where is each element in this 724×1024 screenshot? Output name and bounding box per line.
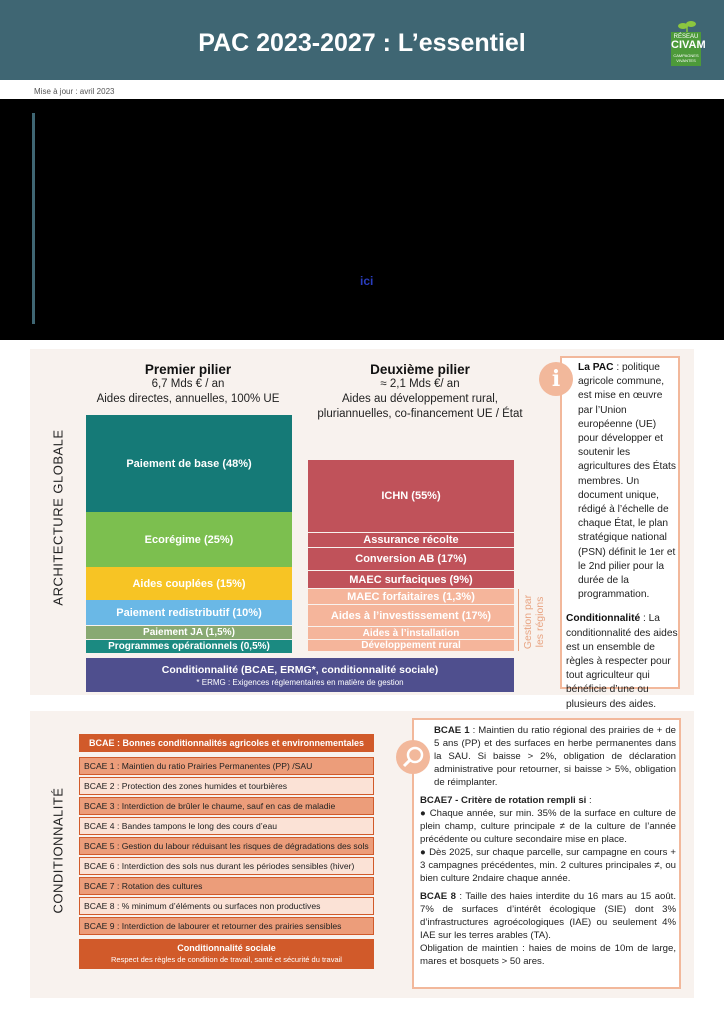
social-title: Conditionnalité sociale xyxy=(177,943,276,953)
logo-line1: RÉSEAU xyxy=(673,34,699,40)
info-cond-text: : La conditionnalité des aides est un ensemble de règles à respecter pour tout agriculteur qui bénéficie d’une ou plusieurs des aides. xyxy=(566,613,678,710)
social-conditionality-box xyxy=(79,939,374,969)
social-subtitle: Respect des règles de condition de travail, santé et sécurité du travail xyxy=(111,955,342,964)
pillar1-amount: 6,7 Mds € / an xyxy=(151,378,225,390)
bcae-row: BCAE 7 : Rotation des cultures xyxy=(79,877,374,895)
pillar2-description-2: pluriannuelles, co-financement UE / État xyxy=(317,408,523,420)
conditionality-bar-title: Conditionnalité (BCAE, ERMG*, conditionnalité sociale) xyxy=(161,664,439,676)
pillar1-bar-ja: Paiement JA (1,5%) xyxy=(86,626,292,639)
pillar2-description-1: Aides au développement rural, xyxy=(342,393,498,405)
logo-line2: CIVAM xyxy=(671,39,706,51)
civam-logo xyxy=(671,20,706,66)
pillar1-title: Premier pilier xyxy=(144,362,232,377)
info-cond-paragraph xyxy=(566,612,678,711)
info-text xyxy=(566,361,678,712)
sprout-icon xyxy=(677,20,697,32)
page-title: PAC 2023-2027 : L’essentiel xyxy=(198,29,526,57)
pillar2-bar-ichn: ICHN (55%) xyxy=(308,460,514,532)
pillar2-title: Deuxième pilier xyxy=(370,362,470,377)
info-icon: i xyxy=(539,362,573,396)
conditionality-side-label: CONDITIONNALITÉ xyxy=(50,787,66,914)
intro-link[interactable]: ici xyxy=(360,274,374,288)
pillar2-bar-installation: Aides à l’installation xyxy=(308,627,514,639)
pillar2-amount: ≈ 2,1 Mds €/ an xyxy=(380,378,460,390)
regions-label xyxy=(522,592,546,652)
bcae8-detail xyxy=(420,890,676,942)
conditionality-bar-note: * ERMG : Exigences réglementaires en matière de gestion xyxy=(196,678,404,687)
bcae1-detail xyxy=(420,724,676,789)
bcae-header: BCAE : Bonnes conditionnalités agricoles et environnementales xyxy=(79,734,374,752)
info-cond-term: Conditionnalité xyxy=(566,613,641,625)
pillar1-description: Aides directes, annuelles, 100% UE xyxy=(96,393,280,405)
intro-box xyxy=(0,99,724,340)
bcae7-bullet-1: ● Chaque année, sur min. 35% de la surface en culture de plein champ, culture principale ≠ de la culture de l’année précédente ou culture secondaire mise en place. xyxy=(420,808,676,845)
logo-line3: CAMPAGNES VIVANTES xyxy=(673,53,699,63)
update-note: Mise à jour : avril 2023 xyxy=(34,87,115,96)
bcae7-term: BCAE7 - Critère de rotation rempli si xyxy=(420,795,587,806)
bcae-row: BCAE 8 : % minimum d’éléments ou surfaces non productives xyxy=(79,897,374,915)
bcae7-after: : xyxy=(586,795,592,806)
bcae-row: BCAE 4 : Bandes tampons le long des cours d’eau xyxy=(79,817,374,835)
bcae7-detail xyxy=(420,794,676,807)
bcae1-term: BCAE 1 xyxy=(434,725,470,736)
pillar1-bar-operational: Programmes opérationnels (0,5%) xyxy=(86,640,292,653)
detail-text xyxy=(420,724,676,968)
pillar2-bar-rural: Développement rural xyxy=(308,640,514,651)
conditionality-bar xyxy=(86,658,514,692)
bcae-row: BCAE 1 : Maintien du ratio Prairies Permanentes (PP) /SAU xyxy=(79,757,374,775)
bcae7-bullet-2: ● Dès 2025, sur chaque parcelle, sur campagne en cours + 3 campagnes précédentes, min. 2 cultures principales ≠, ou bien culture 2ndaire chaque année. xyxy=(420,847,676,884)
pillar1-header xyxy=(88,362,288,407)
bcae8-term: BCAE 8 xyxy=(420,891,456,902)
bcae-row: BCAE 6 : Interdiction des sols nus durant les périodes sensibles (hiver) xyxy=(79,857,374,875)
pillar2-bar-maec-flat: MAEC forfaitaires (1,3%) xyxy=(308,589,514,604)
intro-accent-bar xyxy=(32,113,35,324)
pillar2-bar-investment: Aides à l’investissement (17%) xyxy=(308,605,514,626)
pillar1-bar-redistributive: Paiement redistributif (10%) xyxy=(86,600,292,625)
pillar2-header xyxy=(300,362,540,422)
bcae8-maintenance: Obligation de maintien : haies de moins de 10m de large, mares et bosquets > 50 ares. xyxy=(420,943,676,967)
info-pac-term: La PAC xyxy=(578,362,614,373)
pillar1-bar-ecoregime: Ecorégime (25%) xyxy=(86,512,292,567)
pillar2-bar-organic: Conversion AB (17%) xyxy=(308,548,514,570)
page-header xyxy=(0,0,724,80)
info-pac-paragraph xyxy=(566,361,678,602)
bcae-row: BCAE 3 : Interdiction de brûler le chaume, sauf en cas de maladie xyxy=(79,797,374,815)
pillar1-bar-base: Paiement de base (48%) xyxy=(86,415,292,512)
bcae1-text: : Maintien du ratio régional des prairies de + de 5 ans (PP) et des surfaces en herbe permanentes dans la SAU. Si baisse > 2%, obligation de déclaration administrative pour retourner, si baisse > 5%, obligation de réimplanter. xyxy=(434,725,677,788)
regions-bracket xyxy=(518,589,519,651)
regions-label-line1: Gestion par xyxy=(522,594,534,650)
bcae-row: BCAE 5 : Gestion du labour réduisant les risques de dégradations des sols xyxy=(79,837,374,855)
pillar1-bar-coupled: Aides couplées (15%) xyxy=(86,567,292,600)
regions-label-line2: les régions xyxy=(534,596,546,648)
pillar2-bar-insurance: Assurance récolte xyxy=(308,533,514,547)
info-pac-text: : politique agricole commune, est mise en œuvre par l’Union européenne (UE) pour développer et soutenir les agricultures des États membres. Un document unique, rédigé à l’échelle de chaque État, le plan stratégique national (PSN) définit le 1er et le 2nd pilier pour la durée de la programmation. xyxy=(578,362,676,601)
bcae-row: BCAE 2 : Protection des zones humides et tourbières xyxy=(79,777,374,795)
architecture-side-label: ARCHITECTURE GLOBALE xyxy=(50,429,66,606)
bcae8-text: : Taille des haies interdite du 16 mars au 15 août. 7% de surfaces d’intérêt écologique (SIE) dont 3% d’infrastructures agroécologiques (IAE) ou seulement 4% IAE sur les terres arables (TA). xyxy=(420,891,676,941)
pillar2-bar-maec-surface: MAEC surfaciques (9%) xyxy=(308,571,514,588)
logo-box xyxy=(671,32,706,66)
bcae-row: BCAE 9 : Interdiction de labourer et retourner des prairies sensibles xyxy=(79,917,374,935)
